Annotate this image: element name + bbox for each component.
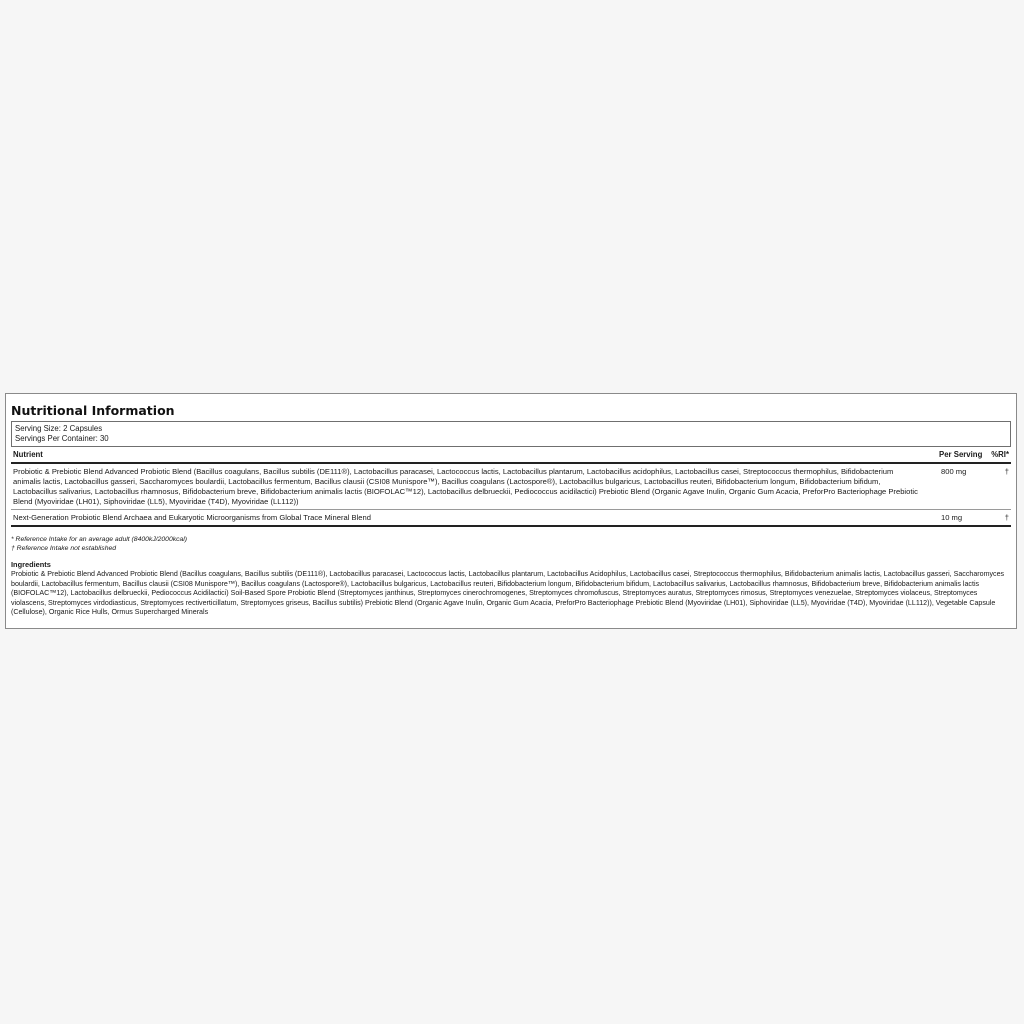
row-ri: † <box>1004 467 1009 476</box>
servings-per-container: Servings Per Container: 30 <box>15 434 109 443</box>
panel-title: Nutritional Information <box>11 403 175 418</box>
header-ri: %RI* <box>991 450 1009 459</box>
row-nutrient-name: Probiotic & Prebiotic Blend Advanced Probiotic Blend (Bacillus coagulans, Bacillus subtilis (DE111®), Lactobacillus paracasei, Lactococcus lactis, Lactobacillus plantarum, Lactobacillus acidophilus, Lactobacillus casei, Streptococcus thermophilus, Bifidobacterium animalis lactis, Lactobacillus gasseri, Saccharomyces boulardii, Lactobacillus fermentum, Bacillus clausii (CSI08 Munispore™), Bacillus coagulans (Lactospore®), Lactobacillus bulgaricus, Lactobacillus reuteri, Bifidobacterium longum, Bifidobacterium bifidum, Lactobacillus salivarius, Lactobacillus rhamnosus, Bifidobacterium breve, Bifidobacterium animalis lactis (BIOFOLAC™12), Lactobacillus delbrueckii, Pediococcus acidilactici) Prebiotic Blend (Organic Agave Inulin, Organic Gum Acacia, PreforPro Bacteriophage Prebiotic Blend (Myoviridae (LH01), Siphoviridae (LL5), Myoviridae (T4D), Myoviridae (LL112)) <box>13 467 918 506</box>
row-per-serving: 10 mg <box>941 513 963 522</box>
ingredients-text: Probiotic & Prebiotic Blend Advanced Probiotic Blend (Bacillus coagulans, Bacillus subtilis (DE111®), Lactobacillus paracasei, Lactococcus lactis, Lactobacillus plantarum, Lactobacillus Acidophilus, Lactobacillus casei, Streptococcus thermophilus, Bifidobacterium animalis lactis, Lactobacillus gasseri, Saccharomyces boulardii, Lactobacillus fermentum, Bacillus clausii (CSI08 Munispore™), Bacillus coagulans (Lactospore®), Lactobacillus bulgaricus, Lactobacillus reuteri, Bifidobacterium longum, Bifidobacterium bifidum, Lactobacillus salivarius, Lactobacillus rhamnosus, Bifidobacterium breve, Bifidobacterium animalis lactis (BIOFOLAC™12), Lactobacillus delbrueckii, Pediococcus Acidilactici) Soil-Based Spore Probiotic Blend (Streptomyces janthinus, Streptomyces cinerochromogenes, Streptomyces chromofuscus, Streptomyces auratus, Streptomyces rimosus, Streptomyces venezuelae, Streptomyces violaceus, Streptomyces violascens, Streptomyces virdodiasticus, Streptomyces rectiverticillatum, Streptomyces griseus, Bacillus subtilis) Prebiotic Blend (Organic Agave Inulin, Organic Gum Acacia, PreforPro Bacteriophage Prebiotic Blend (Myoviridae (LH01), Siphoviridae (LL5), Myoviridae (T4D), Myoviridae (LL112)), Vegetable Capsule (Cellulose), Organic Rice Hulls, Ormus Supercharged Minerals <box>11 570 1005 617</box>
nutrient-table <box>11 447 1011 527</box>
table-row <box>11 510 1011 525</box>
footnote-dagger: † Reference Intake not established <box>11 545 117 552</box>
nutrition-panel <box>5 393 1017 629</box>
footnote-ri: * Reference Intake for an average adult (8400kJ/2000kcal) <box>11 536 188 543</box>
ingredients-heading: Ingredients <box>11 560 51 569</box>
header-per-serving: Per Serving <box>939 450 983 459</box>
header-nutrient: Nutrient <box>13 450 43 459</box>
row-ri: † <box>1004 513 1009 522</box>
serving-info-box <box>11 421 1011 447</box>
serving-size: Serving Size: 2 Capsules <box>15 424 103 433</box>
row-nutrient-name: Next-Generation Probiotic Blend Archaea and Eukaryotic Microorganisms from Global Trace Mineral Blend <box>13 513 371 522</box>
row-per-serving: 800 mg <box>941 467 967 476</box>
nutrient-table-header <box>11 447 1011 464</box>
table-row <box>11 464 1011 510</box>
footnotes <box>11 535 1011 553</box>
